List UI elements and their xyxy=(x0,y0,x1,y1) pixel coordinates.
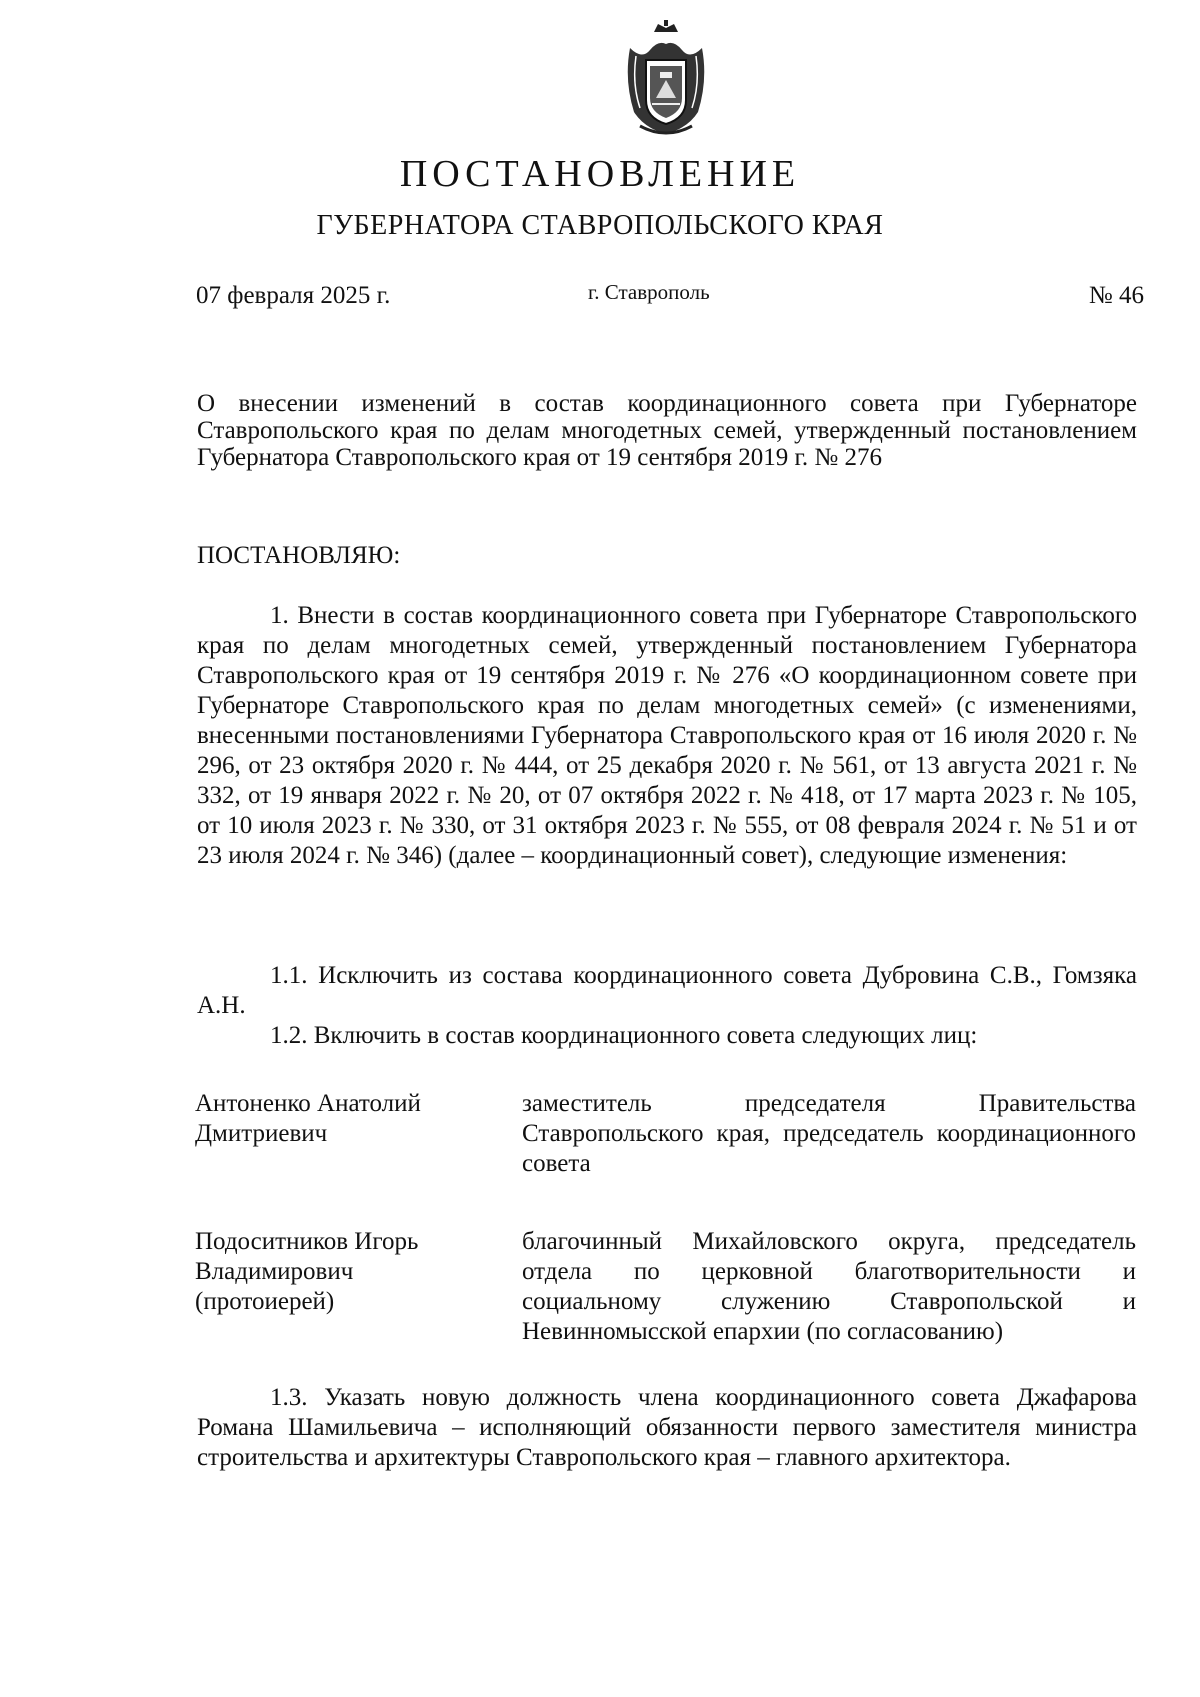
paragraph-1: 1. Внести в состав координационного совета при Губернаторе Ставропольского края по делам многодетных семей, утвержденный постановлением Губернатора Ставропольского края от 19 сентября 2019 г. № 276 «О координационном совете при Губернаторе Ставропольского края по делам многодетных семей» (с изменениями, внесенными постановлениями Губернатора Ставропольского края от 16 июля 2020 г. № 296, от 23 октября 2020 г. № 444, от 25 декабря 2020 г. № 561, от 13 августа 2021 г. № 332, от 19 января 2022 г. № 20, от 07 октября 2022 г. № 418, от 17 марта 2023 г. № 105, от 10 июля 2023 г. № 330, от 31 октября 2023 г. № 555, от 08 февраля 2024 г. № 51 и от 23 июля 2024 г. № 346) (далее – координационный совет), следующие изменения: xyxy=(197,602,1137,869)
member-name: Подоситников Игорь Владимирович (протоиерей) xyxy=(195,1228,419,1315)
paragraph-1-2: 1.2. Включить в состав координационного совета следующих лиц: xyxy=(270,1022,978,1049)
paragraph-1-1: 1.1. Исключить из состава координационного совета Дубровина С.В., Гомзяка А.Н. xyxy=(197,962,1137,1019)
document-number: № 46 xyxy=(1088,282,1144,309)
document-city: г. Ставрополь xyxy=(588,280,710,304)
document-heading: О внесении изменений в состав координационного совета при Губернаторе Ставропольского края по делам многодетных семей, утвержденный постановлением Губернатора Ставропольского края от 19 сентября 2019 г. № 276 xyxy=(197,390,1137,471)
document-date: 07 февраля 2025 г. xyxy=(196,282,391,309)
member-name: Антоненко Анатолий Дмитриевич xyxy=(195,1090,421,1147)
coat-of-arms-icon xyxy=(620,20,712,140)
document-subtitle: ГУБЕРНАТОРА СТАВРОПОЛЬСКОГО КРАЯ xyxy=(316,210,884,241)
member-role: благочинный Михайловского округа, председатель отдела по церковной благотворительности и социальному служению Ставропольской и Невинномысской епархии (по согласованию) xyxy=(522,1228,1136,1345)
paragraph-1-3: 1.3. Указать новую должность члена координационного совета Джафарова Романа Шамильевича – исполняющий обязанности первого заместителя министра строительства и архитектуры Ставропольского края – главного архитектора. xyxy=(197,1384,1137,1471)
document-title: ПОСТАНОВЛЕНИЕ xyxy=(399,153,801,195)
member-role: заместитель председателя Правительства Ставропольского края, председатель координационного совета xyxy=(522,1090,1136,1177)
decree-word: ПОСТАНОВЛЯЮ: xyxy=(197,542,401,569)
